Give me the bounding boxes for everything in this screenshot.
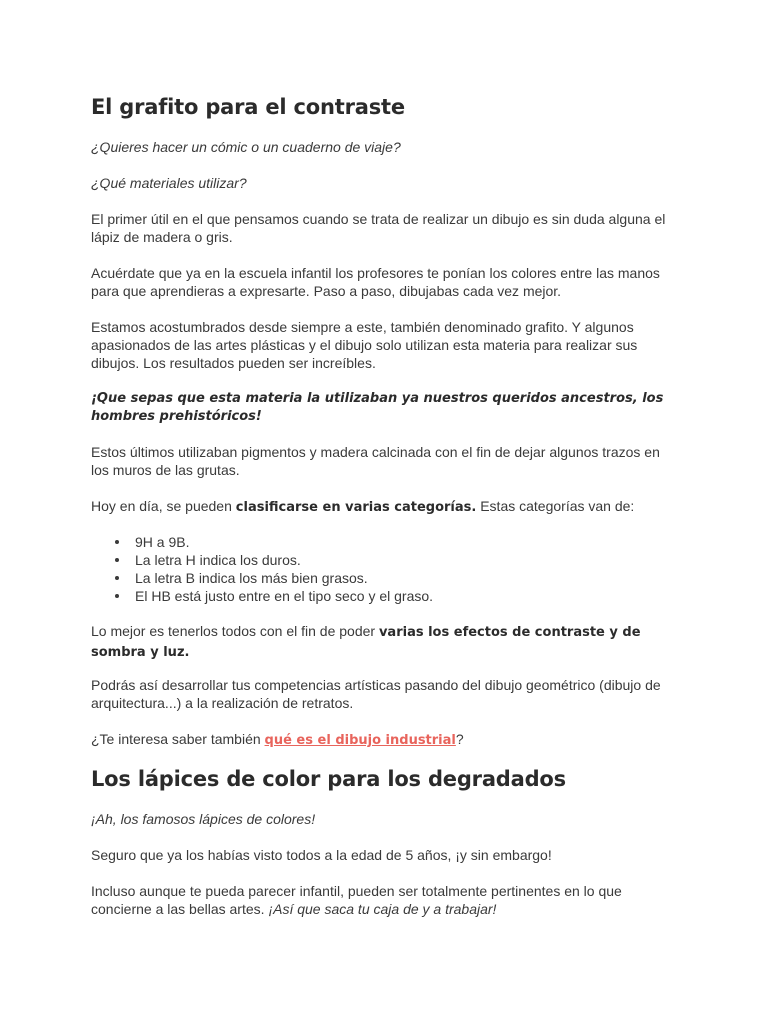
list-item: La letra B indica los más bien grasos. <box>91 569 681 587</box>
categories-text-after: Estas categorías van de: <box>476 498 635 514</box>
paragraph-fine-arts <box>91 882 681 918</box>
question-comic: ¿Quieres hacer un cómic o un cuaderno de viaje? <box>91 139 401 155</box>
list-item: 9H a 9B. <box>91 533 681 551</box>
question-color-pencils: ¡Ah, los famosos lápices de colores! <box>91 811 316 827</box>
fine-arts-italic: ¡Así que saca tu caja de y a trabajar! <box>268 901 497 917</box>
paragraph-contrast <box>91 622 681 662</box>
section-heading-grafito: El grafito para el contraste <box>91 95 405 119</box>
question-materials: ¿Qué materiales utilizar? <box>91 175 247 191</box>
industrial-drawing-link[interactable]: qué es el dibujo industrial <box>264 733 456 748</box>
industrial-text-after: ? <box>455 731 464 747</box>
categories-list <box>91 533 681 605</box>
industrial-text-before: ¿Te interesa saber también <box>91 731 265 747</box>
list-item: El HB está justo entre en el tipo seco y el graso. <box>91 587 681 605</box>
paragraph-categories <box>91 497 681 517</box>
contrast-bold: varias los efectos de contraste y de sombra y luz. <box>91 625 641 660</box>
paragraph-graphite: Estamos acostumbrados desde siempre a este, también denominado grafito. Y algunos apasionados de las artes plásticas y el dibujo solo utilizan esta materia para realizar sus dibujos. Los resultados pueden ser increíbles. <box>91 319 638 371</box>
highlight-ancestors: ¡Que sepas que esta materia la utilizaban ya nuestros queridos ancestros, los hombres prehistóricos! <box>91 391 664 424</box>
section-heading-color-pencils: Los lápices de color para los degradados <box>91 767 566 791</box>
paragraph-first-tool: El primer útil en el que pensamos cuando se trata de realizar un dibujo es sin duda alguna el lápiz de madera o gris. <box>91 211 666 245</box>
categories-text-before: Hoy en día, se pueden <box>91 498 236 514</box>
paragraph-pigments: Estos últimos utilizaban pigmentos y madera calcinada con el fin de dejar algunos trazos en los muros de las grutas. <box>91 444 660 478</box>
paragraph-industrial <box>91 730 681 750</box>
contrast-text-before: Lo mejor es tenerlos todos con el fin de poder <box>91 623 379 639</box>
categories-bold: clasificarse en varias categorías. <box>235 500 477 515</box>
fine-arts-text: Incluso aunque te pueda parecer infantil, pueden ser totalmente pertinentes en lo que concierne a las bellas artes. <box>91 883 622 917</box>
paragraph-school: Acuérdate que ya en la escuela infantil los profesores te ponían los colores entre las manos para que aprendieras a expresarte. Paso a paso, dibujabas cada vez mejor. <box>91 265 660 299</box>
paragraph-skills: Podrás así desarrollar tus competencias artísticas pasando del dibujo geométrico (dibujo de arquitectura...) a la realización de retratos. <box>91 677 661 711</box>
paragraph-age-five: Seguro que ya los habías visto todos a la edad de 5 años, ¡y sin embargo! <box>91 847 552 863</box>
list-item: La letra H indica los duros. <box>91 551 681 569</box>
